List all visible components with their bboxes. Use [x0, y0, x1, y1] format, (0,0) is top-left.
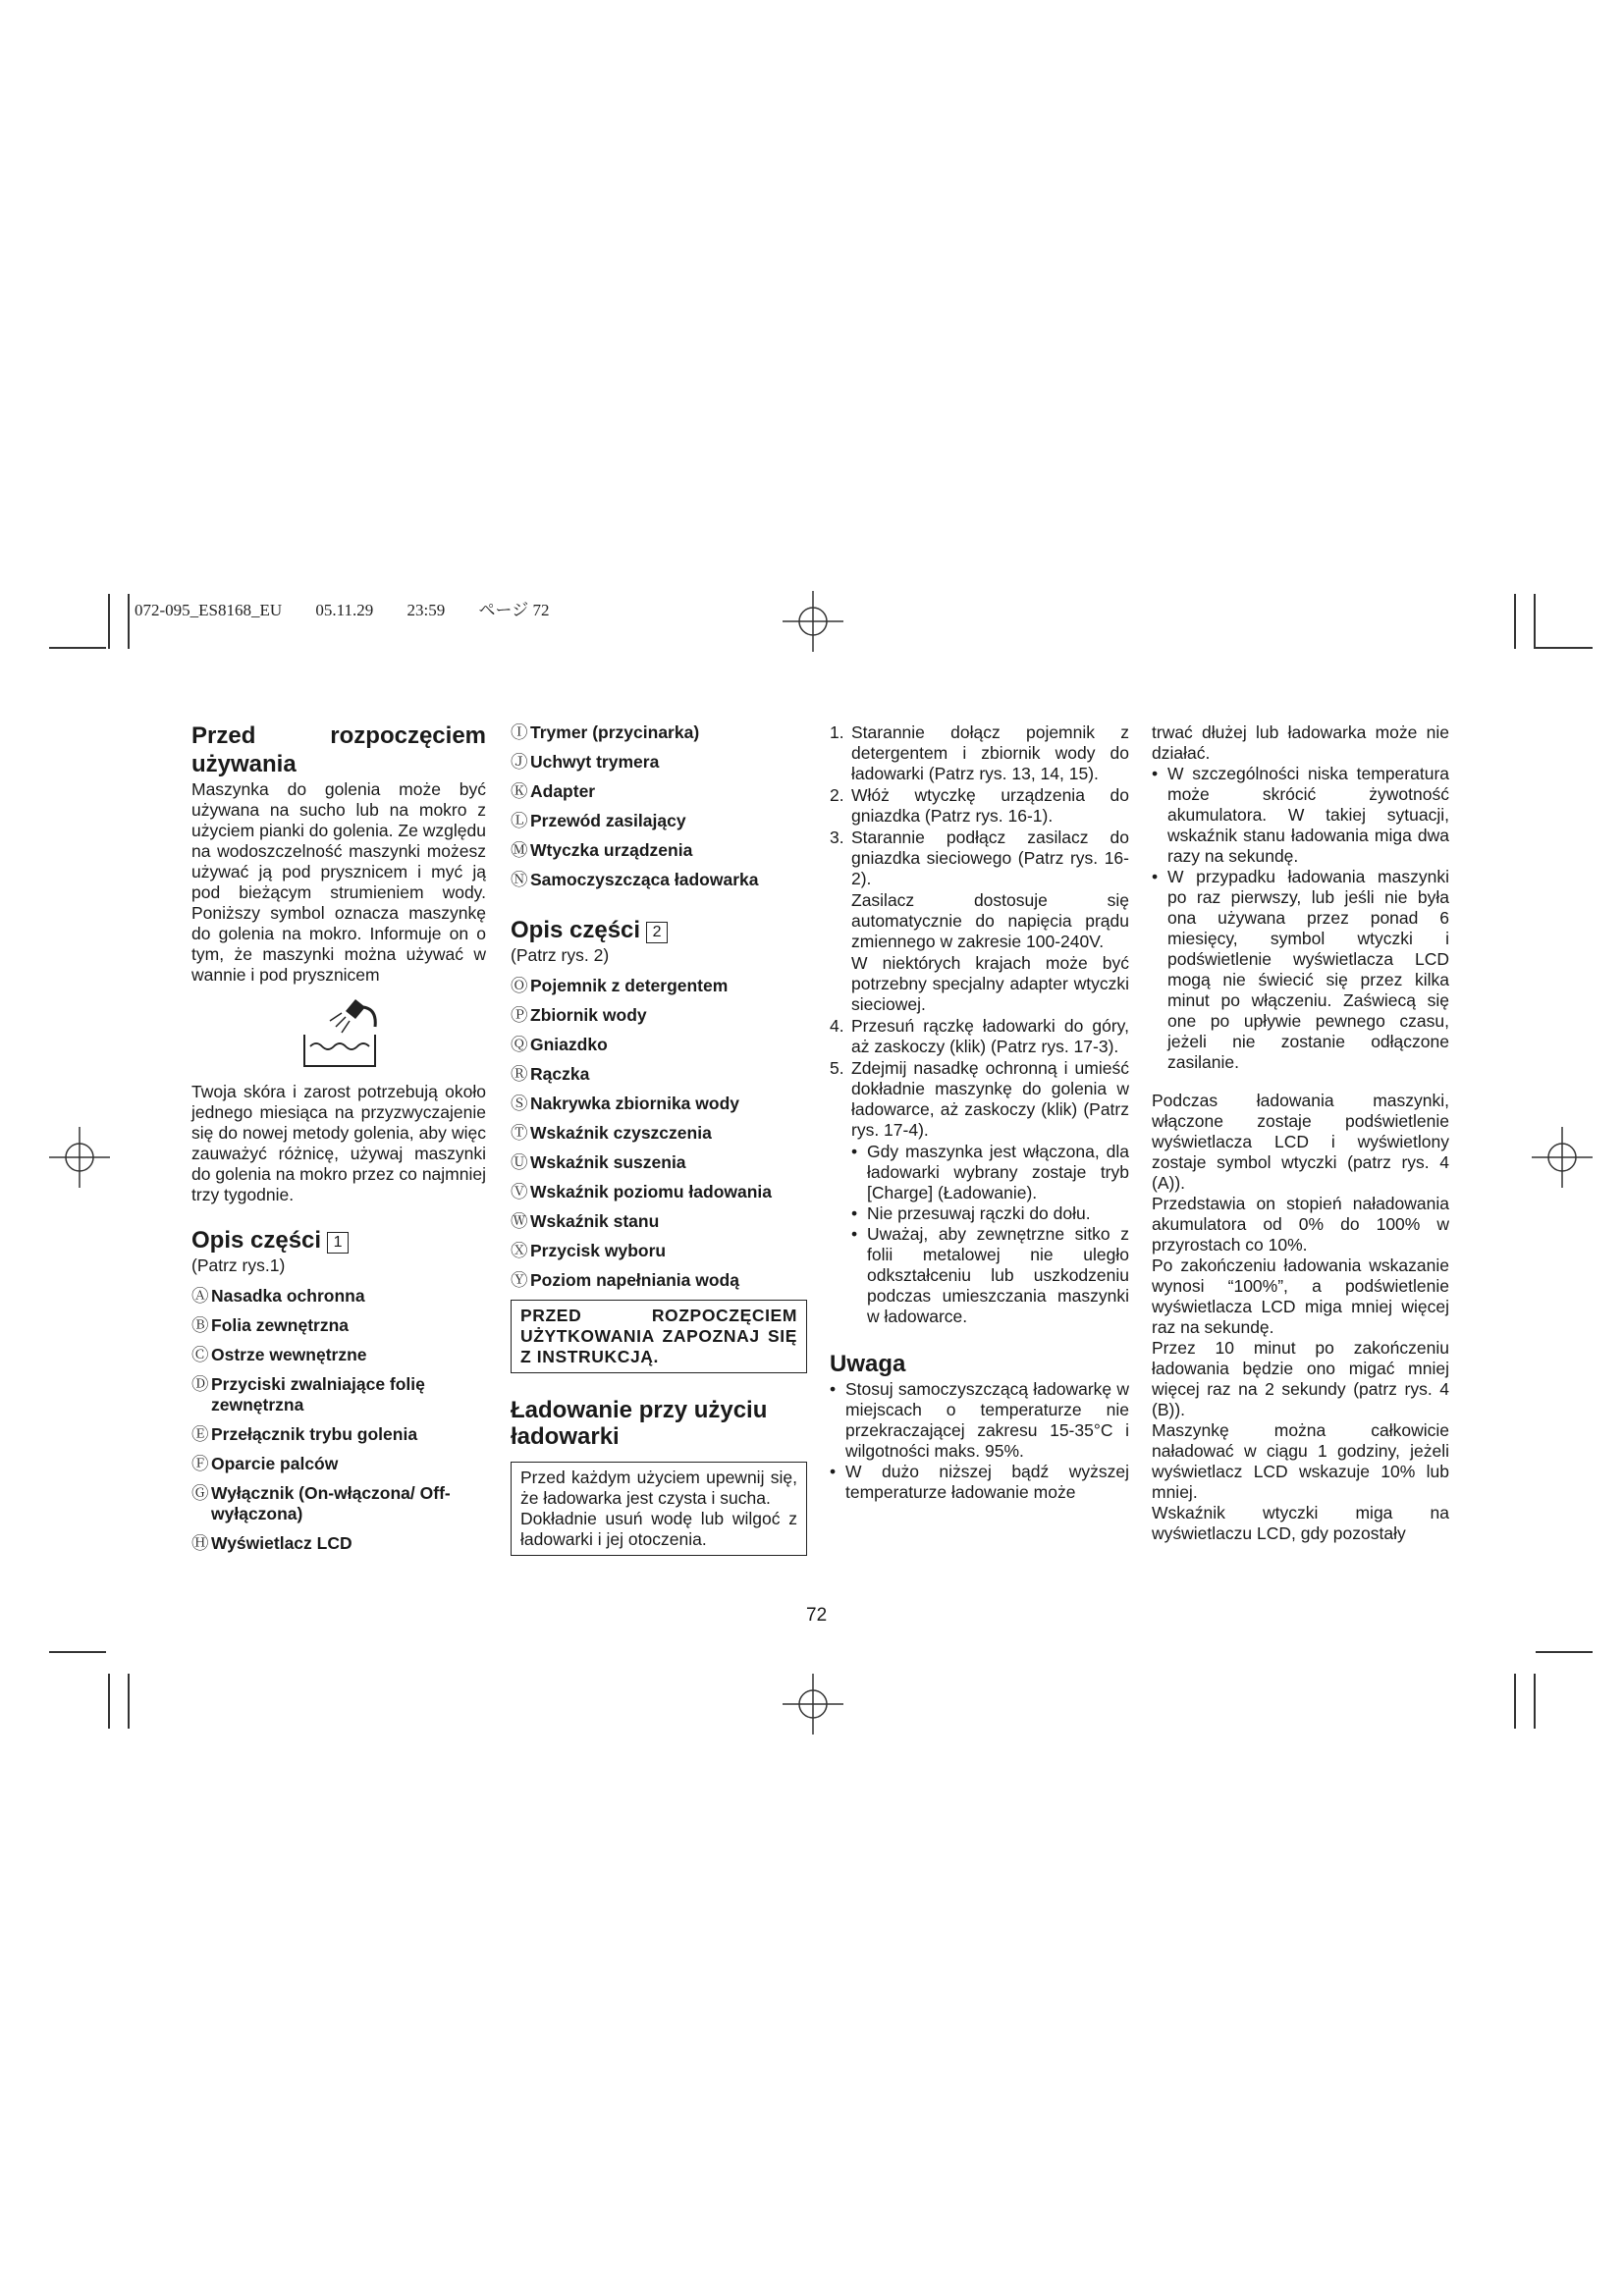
part-marker: Ⓚ [511, 781, 528, 801]
part-marker: Ⓘ [511, 722, 528, 742]
step-item [830, 1058, 1129, 1141]
part-marker: Ⓧ [511, 1241, 528, 1260]
part-label: Folia zewnętrzna [211, 1315, 350, 1335]
bullet-item [830, 1462, 1129, 1503]
crop-mark [1514, 594, 1516, 649]
step-number [830, 890, 851, 952]
step-text: Starannie podłącz zasilacz do gniazdka sieciowego (Patrz rys. 16-2). [851, 828, 1129, 888]
part-marker: Ⓒ [191, 1345, 209, 1364]
crop-mark [128, 594, 130, 649]
parts-list-item [191, 1533, 486, 1554]
part-marker: Ⓐ [191, 1286, 209, 1306]
step-text: Zasilacz dostosuje się automatycznie do napięcia prądu zmiennego w zakresie 100-240V. [851, 890, 1129, 951]
section-title-before-use: Przed rozpoczęciem [191, 722, 486, 749]
bullet-dot-icon: • [851, 1142, 858, 1161]
bullet-dot-icon: • [851, 1224, 858, 1244]
parts-list-item [511, 976, 807, 996]
bullet-text: Stosuj samoczyszczącą ładowarkę w miejscach o temperaturze nie przekraczającej zakresu 15-35°C i wilgotności maks. 95%. [845, 1379, 1129, 1461]
step-text: Przesuń rączkę ładowarki do góry, aż zaskoczy (klik) (Patrz rys. 17-3). [851, 1016, 1129, 1056]
figure-number-badge: 1 [327, 1232, 349, 1254]
caution-list [830, 1379, 1129, 1503]
step-text: Zdejmij nasadkę ochronną i umieść dokładnie maszynkę do golenia w ładowarce, aż zaskoczy (klik) (Patrz rys. 17-4). [851, 1058, 1129, 1140]
part-label: Samoczyszcząca ładowarka [530, 870, 759, 889]
steps-list [830, 722, 1129, 1141]
page-number: 72 [806, 1605, 828, 1626]
part-label: Nakrywka zbiornika wody [530, 1094, 739, 1113]
section-title-caution: Uwaga [830, 1351, 906, 1377]
crop-mark [1534, 594, 1536, 649]
part-label: Przyciski zwalniające folię zewnętrzna [211, 1374, 425, 1415]
part-label: Pojemnik z detergentem [530, 976, 729, 995]
part-label: Trymer (przycinarka) [530, 722, 700, 742]
part-label: Wyświetlacz LCD [211, 1533, 352, 1553]
bullet-text: Gdy maszynka jest włączona, dla ładowarki wybrany zostaje tryb [Charge] (Ładowanie). [867, 1142, 1129, 1202]
parts-reference: (Patrz rys.1) [191, 1255, 286, 1275]
part-marker: Ⓥ [511, 1182, 528, 1201]
parts-list-item [511, 1035, 807, 1055]
crop-mark [1536, 1651, 1593, 1653]
crop-mark [128, 1674, 130, 1729]
parts-list-item [511, 1094, 807, 1114]
note-box: Przed każdym użyciem upewnij się, że ładowarka jest czysta i sucha. Dokładnie usuń wodę lub wilgoć z ładowarki i jej otoczenia. [511, 1462, 807, 1556]
parts-list-item [191, 1424, 486, 1445]
bullet-item [851, 1142, 1129, 1203]
shower-bath-icon [285, 993, 393, 1072]
part-marker: Ⓝ [511, 870, 528, 889]
parts-list [511, 976, 807, 1291]
parts-list-item [511, 1211, 807, 1232]
part-marker: Ⓕ [191, 1454, 209, 1473]
section-title-parts: Opis części 1 [191, 1227, 486, 1254]
section-title-before-use-line2: używania [191, 751, 297, 777]
parts-list-item [511, 1241, 807, 1261]
part-marker: Ⓙ [511, 752, 528, 772]
part-label: Uchwyt trymera [530, 752, 660, 772]
step-item [830, 1016, 1129, 1057]
crop-mark [49, 1651, 106, 1653]
parts-list-item [511, 722, 807, 743]
part-marker: Ⓡ [511, 1064, 528, 1084]
bullet-dot-icon: • [830, 1462, 837, 1481]
column-3 [830, 722, 1129, 1503]
step-text: Włóż wtyczkę urządzenia do gniazdka (Patrz rys. 16-1). [851, 785, 1129, 826]
step-number [830, 953, 851, 1015]
parts-list-item [511, 1005, 807, 1026]
part-marker: Ⓦ [511, 1211, 528, 1231]
slug-page-label: ページ 72 [478, 601, 550, 619]
part-label: Przewód zasilający [530, 811, 686, 830]
crop-mark [1536, 647, 1593, 649]
parts-list-item [511, 1152, 807, 1173]
part-label: Wskaźnik suszenia [530, 1152, 686, 1172]
parts-list [511, 722, 807, 890]
part-label: Wskaźnik stanu [530, 1211, 660, 1231]
section-title-charging: Ładowanie przy użyciu ładowarki [511, 1397, 768, 1450]
parts-list-item [511, 840, 807, 861]
slug-time: 23:59 [406, 601, 446, 619]
bullet-dot-icon: • [851, 1203, 858, 1223]
part-marker: Ⓣ [511, 1123, 528, 1143]
parts-list-item [511, 781, 807, 802]
parts-list-item [511, 1270, 807, 1291]
parts-list-item [191, 1345, 486, 1365]
bullet-item [851, 1224, 1129, 1327]
part-label: Rączka [530, 1064, 590, 1084]
registration-mark [1532, 1127, 1593, 1188]
parts-list-item [511, 1182, 807, 1202]
charging-paragraph: Przez 10 minut po zakończeniu ładowania będzie ono migać mniej więcej raz na 2 sekundy (patrz rys. 4 (B)). [1152, 1338, 1449, 1419]
step-item [830, 722, 1129, 784]
registration-mark [49, 1127, 110, 1188]
charging-paragraph: Przedstawia on stopień naładowania akumulatora od 0% do 100% w przyrostach co 10%. [1152, 1194, 1449, 1255]
parts-list-item [511, 811, 807, 831]
bullet-text: W szczególności niska temperatura może skrócić żywotność akumulatora. W takiej sytuacji, wskaźnik stanu ładowania miga dwa razy na sekundę. [1167, 764, 1449, 866]
part-label: Wtyczka urządzenia [530, 840, 693, 860]
part-marker: Ⓖ [191, 1483, 209, 1503]
intro-paragraph: Maszynka do golenia może być używana na sucho lub na mokro z użyciem pianki do golenia. Ze względu na wodoszczelność maszynki możesz używać ją pod prysznicem i myć ją pod bieżącym strumieniem wody. Poniższy symbol oznacza maszynkę do golenia na mokro. Informuje on o tym, że maszynki można używać w wannie i pod prysznicem [191, 779, 486, 985]
warning-box: PRZED ROZPOCZĘCIEM UŻYTKOWANIA ZAPOZNAJ SIĘ Z INSTRUKCJĄ. [511, 1300, 807, 1373]
parts-reference: (Patrz rys. 2) [511, 945, 610, 965]
charging-paragraphs [1152, 1091, 1449, 1544]
charging-paragraph: Wskaźnik wtyczki miga na wyświetlaczu LCD, gdy pozostały [1152, 1503, 1449, 1543]
parts-list-item [511, 1123, 807, 1144]
crop-mark [1534, 1674, 1536, 1729]
part-label: Przycisk wyboru [530, 1241, 667, 1260]
bullet-dot-icon: • [1152, 764, 1159, 783]
crop-mark [108, 594, 110, 649]
step-number: 2. [830, 785, 844, 805]
column-1 [191, 722, 486, 1563]
part-marker: Ⓢ [511, 1094, 528, 1113]
step-item [830, 953, 1129, 1015]
part-marker: Ⓔ [191, 1424, 209, 1444]
charging-paragraph: Maszynkę można całkowicie naładować w ciągu 1 godziny, jeżeli wyświetlacz LCD wskazuje 10% lub mniej. [1152, 1420, 1449, 1502]
parts-list-item [511, 752, 807, 773]
figure-number-badge: 2 [646, 922, 668, 943]
step-item [830, 785, 1129, 827]
part-marker: Ⓜ [511, 840, 528, 860]
bullet-item [1152, 867, 1449, 1073]
part-label: Wskaźnik czyszczenia [530, 1123, 712, 1143]
bullet-text: W dużo niższej bądź wyższej temperaturze ładowanie może [845, 1462, 1129, 1502]
registration-mark [783, 1674, 843, 1735]
step-number: 5. [830, 1058, 844, 1078]
part-label: Oparcie palców [211, 1454, 339, 1473]
part-marker: Ⓗ [191, 1533, 209, 1553]
parts-list-item [191, 1374, 486, 1415]
bullet-dot-icon: • [830, 1379, 837, 1399]
crop-mark [1514, 1674, 1516, 1729]
bullet-dot-icon: • [1152, 867, 1159, 886]
part-marker: Ⓑ [191, 1315, 209, 1335]
parts-list [191, 1286, 486, 1554]
part-marker: Ⓞ [511, 976, 528, 995]
part-marker: Ⓟ [511, 1005, 528, 1025]
column-4 [1152, 722, 1449, 1544]
part-label: Nasadka ochronna [211, 1286, 365, 1306]
print-slug [135, 596, 578, 620]
parts-list-item [511, 870, 807, 890]
slug-date: 05.11.29 [315, 601, 374, 619]
parts-list-item [511, 1064, 807, 1085]
part-label: Przełącznik trybu golenia [211, 1424, 418, 1444]
bullet-item [830, 1379, 1129, 1462]
slug-file: 072-095_ES8168_EU [135, 601, 283, 619]
bullet-item [1152, 764, 1449, 867]
parts-list-item [191, 1454, 486, 1474]
bullet-text: Uważaj, aby zewnętrzne sitko z folii metalowej nie uległo odkształceniu lub uszkodzeniu podczas umieszczania maszynki w ładowarce. [867, 1224, 1129, 1326]
parts-list-item [191, 1315, 486, 1336]
step-number: 4. [830, 1016, 844, 1036]
step-bullets [851, 1142, 1129, 1327]
bullet-text: Nie przesuwaj rączki do dołu. [867, 1203, 1091, 1223]
section-title-parts-2: Opis części 2 [511, 917, 807, 943]
part-label: Ostrze wewnętrzne [211, 1345, 367, 1364]
step-item [830, 890, 1129, 952]
parts-list-item [191, 1483, 486, 1524]
part-marker: Ⓛ [511, 811, 528, 830]
column-2 [511, 722, 807, 1556]
bullet-text: W przypadku ładowania maszynki po raz pierwszy, lub jeśli nie była ona używana przez ponad 6 miesięcy, symbol wtyczki i podświetlenie wyświetlacza LCD mogą nie świecić się przez kilka minut po włączeniu. Zaświecą się one po upływie pewnego czasu, jeżeli nie zostanie odłączone zasilanie. [1167, 867, 1449, 1072]
parts-list-item [191, 1286, 486, 1307]
part-label: Zbiornik wody [530, 1005, 647, 1025]
charging-paragraph: Po zakończeniu ładowania wskazanie wynosi “100%”, a podświetlenie wyświetlacza LCD miga mniej więcej raz na sekundę. [1152, 1255, 1449, 1337]
step-text: W niektórych krajach może być potrzebny specjalny adapter wtyczki sieciowej. [851, 953, 1129, 1014]
part-label: Adapter [530, 781, 596, 801]
step-number: 3. [830, 828, 844, 847]
step-text: Starannie dołącz pojemnik z detergentem i zbiornik wody do ładowarki (Patrz rys. 13, 14, 15). [851, 722, 1129, 783]
part-label: Wyłącznik (On-włączona/ Off-wyłączona) [211, 1483, 451, 1523]
part-label: Wskaźnik poziomu ładowania [530, 1182, 773, 1201]
part-marker: Ⓓ [191, 1374, 209, 1394]
skin-paragraph: Twoja skóra i zarost potrzebują około jednego miesiąca na przyzwyczajenie się do nowej metody golenia, aby więc zauważyć różnicę, używaj maszynki do golenia na mokro przez co najmniej trzy tygodnie. [191, 1082, 486, 1204]
part-label: Poziom napełniania wodą [530, 1270, 739, 1290]
part-marker: Ⓨ [511, 1270, 528, 1290]
crop-mark [108, 1674, 110, 1729]
bullet-item [851, 1203, 1129, 1224]
notes-list [1152, 764, 1449, 1073]
charging-paragraph: Podczas ładowania maszynki, włączone zostaje podświetlenie wyświetlacza LCD i wyświetlony zostaje symbol wtyczki (patrz rys. 4 (A)). [1152, 1091, 1449, 1193]
step-item [830, 828, 1129, 889]
part-marker: Ⓠ [511, 1035, 528, 1054]
part-marker: Ⓤ [511, 1152, 528, 1172]
crop-mark [49, 647, 106, 649]
continued-text: trwać dłużej lub ładowarka może nie działać. [1152, 722, 1449, 763]
part-label: Gniazdko [530, 1035, 608, 1054]
registration-mark [783, 591, 843, 652]
step-number: 1. [830, 722, 844, 742]
